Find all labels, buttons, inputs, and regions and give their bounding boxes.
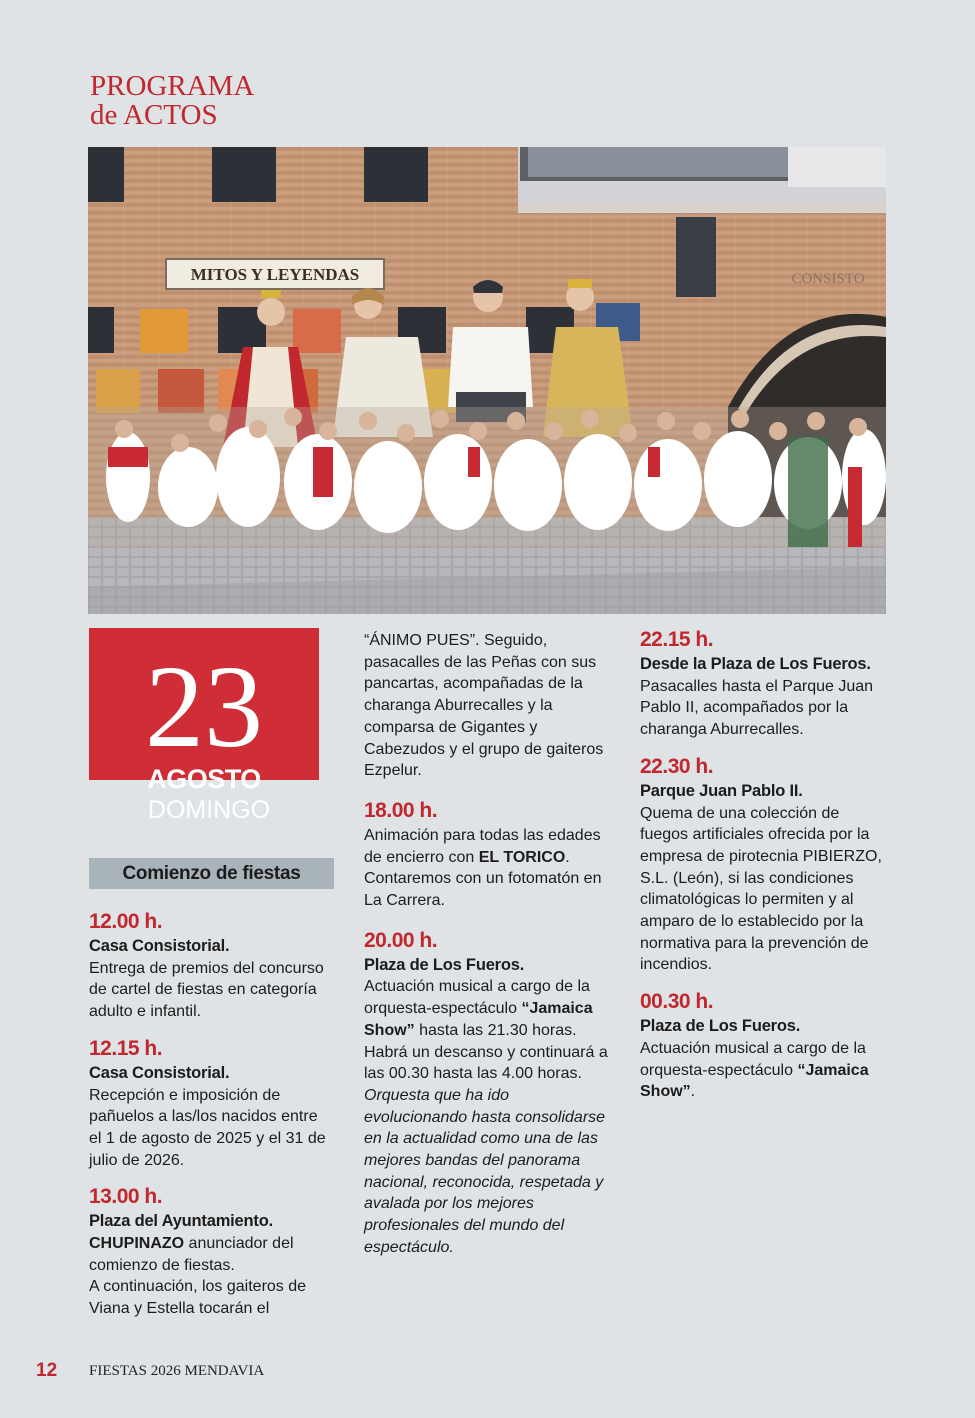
event-text-part: . Contaremos con un fotomatón en La Carrera. <box>364 848 602 910</box>
event-time: 20.00 h. <box>364 928 438 952</box>
event-text: Pasacalles hasta el Parque Juan Pablo II, acompañados por la charanga Aburrecalles. <box>640 677 874 739</box>
event-text: Entrega de premios del concurso de cartel de fiestas en categoría adulto e infantil. <box>89 959 324 1021</box>
event-place: Parque Juan Pablo II. <box>640 781 803 800</box>
event-text <box>364 825 609 912</box>
event-place: Desde la Plaza de Los Fueros. <box>640 655 871 673</box>
event-time: 13.00 h. <box>89 1185 163 1209</box>
event-time: 00.30 h. <box>640 990 714 1014</box>
event-text-part: Animación para todas las edades de encierro con <box>364 826 601 866</box>
event-text <box>364 976 609 1041</box>
event-highlight: EL TORICO <box>478 848 566 866</box>
date-weekday: DOMINGO <box>147 796 271 824</box>
event-time: 12.15 h. <box>89 1036 163 1060</box>
heading-line-1: PROGRAMA <box>90 70 255 102</box>
sign-text: MITOS Y LEYENDAS <box>190 265 360 284</box>
program-column-1 <box>89 908 334 1320</box>
event-continuation: “ÁNIMO PUES”. Seguido, pasacalles de las Peñas con sus pancartas, acompañadas de la charanga Aburrecalles y la comparsa de Gigantes y Cabezudos y el grupo de gaiteros Ezpelur. <box>364 632 604 780</box>
event-place: Plaza de Los Fueros. <box>364 955 525 974</box>
program-column-3 <box>640 626 890 1103</box>
event-text-2: Habrá un descanso y continuará a las 00.30 hasta las 4.00 horas. <box>364 1043 608 1083</box>
date-number: 23 <box>145 641 263 772</box>
group-photo <box>88 147 886 614</box>
event-highlight: “Jamaica Show” <box>640 1061 869 1101</box>
event-highlight: CHUPINAZO <box>89 1235 185 1253</box>
date-month: AGOSTO <box>147 764 261 794</box>
footer-title: FIESTAS 2026 MENDAVIA <box>89 1363 265 1379</box>
event-text: Recepción e imposición de pañuelos a las/los nacidos entre el 1 de agosto de 2025 y el 31 de julio de 2026. <box>89 1086 326 1169</box>
program-column-2 <box>364 630 609 1259</box>
event-time: 22.15 h. <box>640 628 714 651</box>
event-time: 22.30 h. <box>640 754 714 778</box>
sign-text-2: CONSISTO <box>791 271 865 287</box>
event-text-part: Actuación musical a cargo de la orquesta-espectáculo <box>640 1039 866 1079</box>
event-place: Plaza del Ayuntamiento. <box>89 1212 273 1231</box>
event-text <box>89 1233 334 1276</box>
event-text-part: Actuación musical a cargo de la orquesta-espectáculo <box>364 978 590 1018</box>
event-time: 18.00 h. <box>364 798 438 822</box>
event-place: Casa Consistorial. <box>89 1063 230 1082</box>
heading-line-2: de ACTOS <box>90 99 218 131</box>
event-text <box>640 1038 890 1103</box>
page-number: 12 <box>36 1360 58 1381</box>
event-highlight: “Jamaica Show” <box>364 1000 593 1039</box>
event-text-part: anunciador del comienzo de fiestas. <box>89 1235 294 1274</box>
event-italic-note: Orquesta que ha ido evolucionando hasta consolidarse en la actualidad como una de las mejores bandas del panorama nacional, reconocida, respetada y avalada por los mejores profesionales del mundo del espectáculo. <box>364 1086 606 1256</box>
event-place: Plaza de Los Fueros. <box>640 1017 801 1036</box>
page-heading <box>90 72 254 130</box>
event-time: 12.00 h. <box>89 910 163 933</box>
event-text-part: . <box>690 1083 696 1101</box>
event-text: Quema de una colección de fuegos artificiales ofrecida por la empresa de pirotecnia PIBIERZO, S.L. (León), si las condiciones climatológicas lo permiten y al amparo de lo establecido por la normativa para la prevención de incendios. <box>640 804 882 974</box>
section-title: Comienzo de fiestas <box>89 858 334 889</box>
event-place: Casa Consistorial. <box>89 937 230 955</box>
event-text-part: hasta las 21.30 horas. <box>414 1021 577 1039</box>
event-text-2: A continuación, los gaiteros de Viana y Estella tocarán el <box>89 1278 307 1318</box>
